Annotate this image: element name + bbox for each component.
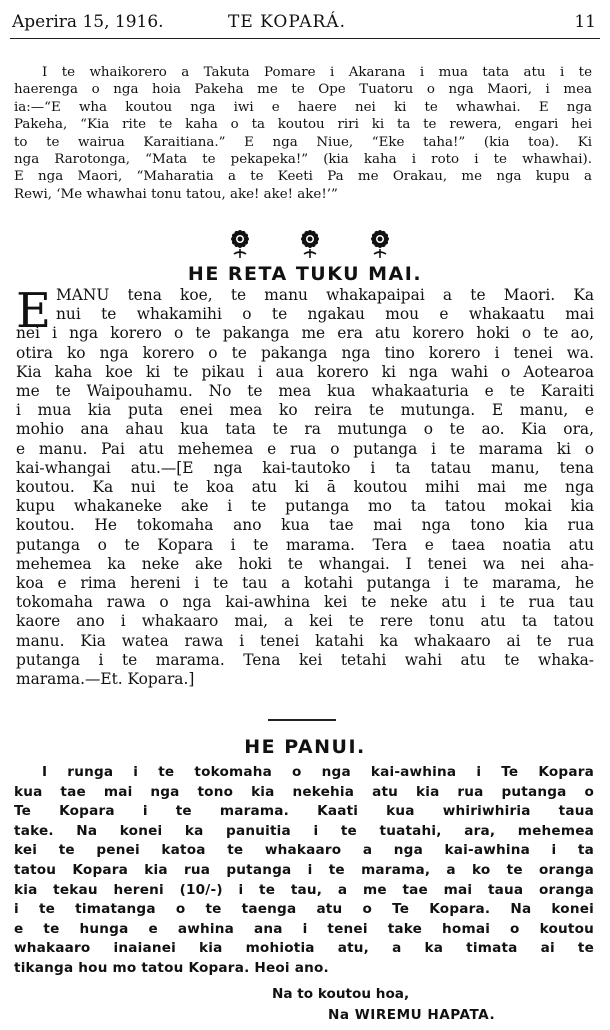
notice-line: i te timatanga o te taenga atu o Te Kopara. Na konei	[14, 901, 594, 918]
notice-heading: HE PANUI.	[244, 736, 366, 758]
flower-ornament-icon	[220, 223, 260, 259]
speech-line: I te whaikorero a Takuta Pomare i Akarana i mua tata atu i te	[42, 65, 592, 80]
header-date: Aperira 15, 1916.	[12, 12, 164, 32]
letter-line: otira ko nga korero o te pakanga nga tino korero i tenei wa.	[16, 343, 594, 362]
speech-line: nga Rarotonga, “Mata te pekapeka!” (kia kaha i roto i te whawhai).	[14, 152, 592, 168]
notice-line: kia tekau hereni (10/-) i te tau, a me tae mai taua oranga	[14, 881, 594, 898]
letter-line: kupu whakaneke ake i te putanga mo ta tatou mokai kia	[16, 497, 594, 516]
notice-line: take. Na konei ka panuitia i te tuatahi, ara, mehemea	[14, 822, 594, 839]
notice-line: tatou Kopara kia rua putanga i te marama, a ko te oranga	[14, 861, 594, 878]
letter-line: kai-whangai atu.—[E nga kai-tautoko i ta tatau manu, tena	[16, 458, 594, 477]
notice-body	[14, 763, 594, 979]
letter-line: tokomaha rawa o nga kai-awhina kei te neke atu i te rua tau	[16, 593, 594, 612]
notice-line: tikanga hou mo tatou Kopara. Heoi ano.	[14, 959, 329, 976]
letter-line: me te Waipouhamu. No te mea kua whakaaturia e te Karaiti	[16, 382, 594, 401]
speech-line: ia:—“E wha koutou nga iwi e haere nei ki te whawhai. E nga	[14, 99, 592, 115]
closing-line: Na to koutou hoa,	[272, 986, 410, 1002]
letter-line: mohio ana ahau kua tata te ra mutunga o te ao. Kia ora,	[16, 420, 594, 439]
letter-line: e manu. Pai atu mehemea e rua o putanga i te marama ki o	[16, 439, 594, 458]
section-divider	[268, 719, 336, 721]
letter-line: mehemea ka neke ake hoki te whangai. I tenei wa nei aha-	[16, 554, 594, 573]
notice-line: kei te penei katoa te whakaaro a nga kai-awhina i ta	[14, 842, 594, 859]
notice-line: e te hunga e awhina ana i tenei take homai o koutou	[14, 920, 594, 937]
letter-line: koutou. He tokomaha ano kua tae mai nga tono kia rua	[16, 516, 594, 535]
speech-line: Pakeha, “Kia rite te kaha o ta koutou riri ki ta te rewera, engari hei	[14, 117, 592, 133]
notice-line: Te Kopara i te marama. Kaati kua whiriwhiria taua	[14, 803, 594, 820]
letter-line: nui te whakamihi o te ngakau mou e whakaatu mai	[56, 305, 594, 324]
speech-line: to te wairua Karaitiana.” E nga Niue, “Eke taha!” (kia toa). Ki	[14, 134, 592, 150]
notice-line: I runga i te tokomaha o nga kai-awhina i Te Kopara	[42, 764, 594, 780]
speech-line: haerenga o nga hoia Pakeha me te Ope Tuatoru o nga Maori, i mea	[14, 82, 592, 98]
letter-line: koa e rima hereni i te tau a kotahi putanga i te marama, he	[16, 574, 594, 593]
signature: Na WIREMU HAPATA.	[328, 1007, 496, 1023]
page-number: 11	[574, 12, 596, 32]
notice-line: kua tae mai nga tono kia nekehia atu kia rua putanga o	[14, 783, 594, 800]
speech-paragraph	[14, 64, 592, 203]
letter-line: MANU tena koe, te manu whakapaipai a te Maori. Ka	[56, 286, 594, 304]
letters-heading: HE RETA TUKU MAI.	[187, 263, 423, 285]
speech-line: Rewi, ‘Me whawhai tonu tatou, ake! ake! ake!’”	[14, 186, 338, 202]
letter-line: i mua kia puta enei mea ko reira te mutunga. E manu, e	[16, 401, 594, 420]
speech-line: E nga Maori, “Maharatia a te Keeti Pa me Orakau, me nga kupu a	[14, 169, 592, 185]
letter-line: nei i nga korero o te pakanga me era atu korero hoki o te ao,	[16, 324, 594, 343]
letter-line: koutou. Ka nui te koa atu ki ā koutou mihi mai me nga	[16, 478, 594, 497]
notice-line: whakaaro inaianei kia mohiotia atu, a ka timata ai te	[14, 940, 594, 957]
drop-cap: E	[16, 283, 52, 339]
letter-line: manu. Kia watea rawa i tenei katahi ka whakaaro ai te rua	[16, 631, 594, 650]
letter-line: marama.—Et. Kopara.]	[16, 670, 195, 689]
letter-line: putanga i te marama. Tena kei tetahi wahi atu te whaka-	[16, 650, 594, 669]
flower-ornament-icon	[290, 223, 330, 259]
running-header	[10, 8, 600, 39]
letter-line: Kia kaha koe ki te pikau i aua korero ki nga wahi o Aotearoa	[16, 362, 594, 381]
letter-body	[16, 283, 594, 689]
letter-line: kaore ano i whakaaro mai, a kei te rere tonu atu ta tatou	[16, 612, 594, 631]
letter-line: putanga o te Kopara i te marama. Tera e taea noatia atu	[16, 535, 594, 554]
header-title: TE KOPARÁ.	[228, 12, 346, 32]
flower-ornament-icon	[360, 223, 400, 259]
ornament-row	[220, 222, 400, 260]
